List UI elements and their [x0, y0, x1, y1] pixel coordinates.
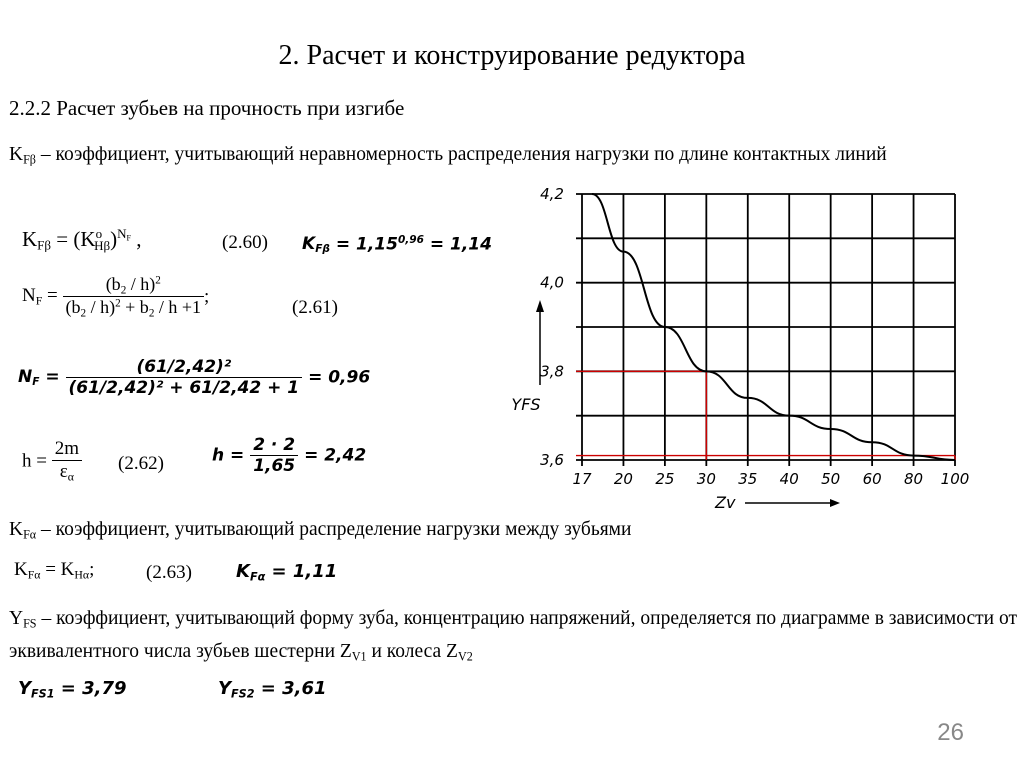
x-axis-arrowhead — [830, 499, 840, 507]
y-tick-label: 4,2 — [540, 185, 564, 203]
y-axis-label: YFS — [511, 395, 541, 414]
x-tick-label: 100 — [940, 470, 970, 488]
x-tick-label: 35 — [738, 470, 758, 488]
eq-number-261: (2.61) — [292, 297, 338, 318]
page-number: 26 — [937, 719, 964, 746]
yfs2-result: $Y_{FS2} = 3,61$ — [218, 678, 327, 701]
kfa-description — [9, 516, 631, 549]
x-tick-label: 60 — [862, 470, 882, 488]
kfb-calculation: $K_{F\beta} = 1,15^{0,96} = 1,14$ — [302, 234, 492, 256]
yfs-symbol: $Y_{FS}$ — [9, 608, 37, 631]
eq-number-262: (2.62) — [118, 453, 164, 474]
kfa-symbol: $K_{F\alpha}$ — [9, 519, 37, 542]
kfb-symbol: $K_{F\beta}$ — [9, 144, 36, 167]
x-tick-label: 50 — [821, 470, 841, 488]
kfa-description-text: – коэффициент, учитывающий распределение нагрузки между зубьями — [41, 519, 632, 540]
x-tick-label: 17 — [572, 470, 592, 488]
y-tick-label: 3,8 — [540, 362, 564, 381]
formula-h: h = $\frac{2m}{\varepsilon_\alpha}$ — [22, 438, 82, 485]
yfs1-result: $Y_{FS1} = 3,79$ — [18, 678, 127, 701]
eq-number-263: (2.63) — [146, 562, 192, 583]
y-tick-label: 3,6 — [540, 451, 564, 469]
x-tick-label: 40 — [779, 470, 799, 488]
y-axis-arrowhead — [536, 300, 544, 312]
section-subtitle: 2.2.2 Расчет зубьев на прочность при изгибе — [9, 96, 405, 120]
kfb-description — [9, 141, 1017, 174]
y-tick-labels — [540, 185, 564, 469]
eq-number-260: (2.60) — [222, 232, 268, 253]
formula-nf: $N_F$ = $\frac{(b_2 / h)^2}{(b_2 / h)^2 + b_2 / h +1}$ ; — [22, 274, 210, 320]
x-tick-labels — [572, 470, 969, 488]
nf-calculation: $N_F$ = $\frac{\text{(61/2,42)²}}{\text{(61/2,42)² + 61/2,42 + 1}}$ = 0,96 — [18, 357, 371, 398]
formula-kfa: $K_{F\alpha} = K_{H\alpha}$; — [14, 559, 95, 582]
x-tick-label: 20 — [613, 470, 633, 488]
formula-kfb: $K_{F\beta} = (K^o_{H\beta})^{N_F}$ , — [22, 226, 142, 253]
kfa-calculation: $K_{F\alpha} = 1,11$ — [236, 561, 338, 584]
h-calculation: h = $\frac{2 \cdot 2}{1,65}$ = 2,42 — [212, 435, 367, 476]
slide-title: 2. Расчет и конструирование редуктора — [278, 40, 746, 71]
y-tick-label: 4,0 — [540, 273, 564, 292]
yfs-diagram — [500, 180, 970, 510]
x-tick-label: 80 — [904, 470, 924, 488]
x-tick-label: 30 — [696, 470, 716, 488]
yfs-description-text: – коэффициент, учитывающий форму зуба, концентрацию напряжений, определяется по диаграмме в зависимости от эквивалентного числа зубьев шестерни Z — [9, 608, 1017, 662]
kfb-description-text: – коэффициент, учитывающий неравномерность распределения нагрузки по длине контактных линий — [40, 144, 887, 165]
chart-grid — [576, 194, 955, 466]
yfs-description: $Y_{FS}$ – коэффициент, учитывающий форму зуба, концентрацию напряжений, определяется по диаграмме в зависимости от эквивалентного числа зубьев шестерни $Z_{V1}$ и колеса $Z_{V2}$ — [9, 608, 1017, 664]
x-tick-label: 25 — [655, 470, 675, 488]
x-axis-label: Zv — [715, 493, 736, 510]
